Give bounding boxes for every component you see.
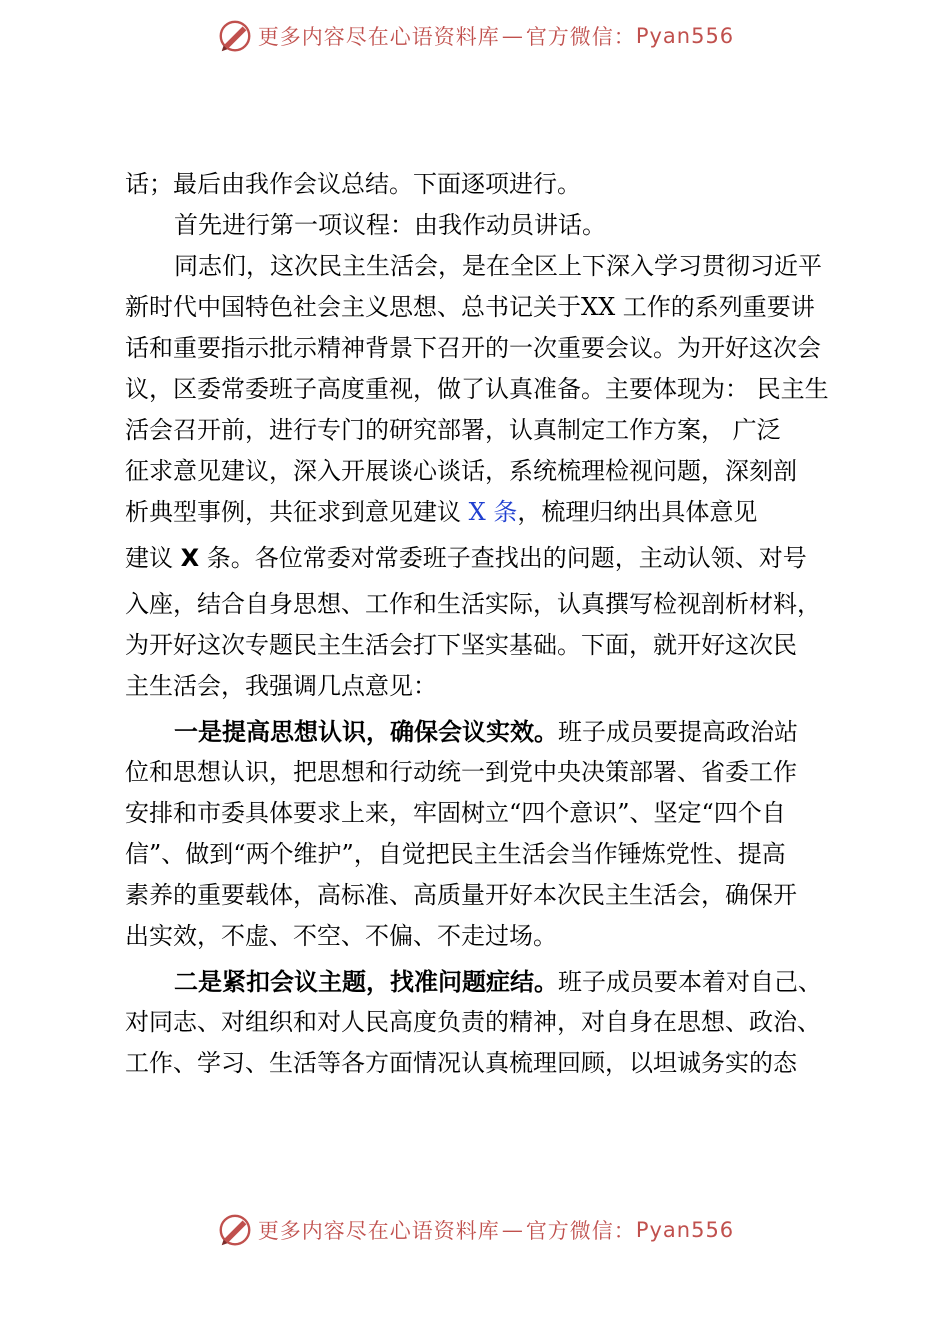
text-line: 为开好这次专题民主生活会打下坚实基础。下面，就开好这次民 [125,631,797,659]
text-line: 首先进行第一项议程：由我作动员讲话。 [174,211,606,239]
pen-logo-icon [216,1211,254,1249]
text-segment: ，梳理归纳出具体意见 [517,498,758,526]
wechat-id: Pyan556 [635,1218,735,1242]
text-line: 信”、做到“两个维护”，自觉把民主生活会当作锤炼党性、提高 [125,840,786,868]
document-body [125,164,841,1084]
count-placeholder: X [180,544,200,572]
text-line: 出实效，不虚、不空、不偏、不走过场。 [125,922,557,950]
text-line [125,533,841,584]
text-line: 话；最后由我作会议总结。下面逐项进行。 [125,170,581,198]
text-line: 主生活会，我强调几点意见： [125,672,437,700]
wechat-label: 官方微信： [525,25,636,49]
section-lead: 二是紧扣会议主题，找准问题症结。 [174,967,558,996]
text-line: 活会召开前，进行专门的研究部署，认真制定工作方案， 广泛 [125,416,781,444]
text-line [125,961,841,1002]
text-line: 话和重要指示批示精神背景下召开的一次重要会议。为开好这次会 [125,334,821,362]
watermark-text: 更多内容尽在心语资料库 [257,1219,500,1243]
watermark-text: 更多内容尽在心语资料库 [257,25,500,49]
text-line: 新时代中国特色社会主义思想、总书记关于XX 工作的系列重要讲 [125,293,815,321]
text-segment: 建议 [125,544,181,572]
text-line: 征求意见建议，深入开展谈心谈话，系统梳理检视问题，深刻剖 [125,457,797,485]
text-line: 安排和市委具体要求上来，牢固树立“四个意识”、坚定“四个自 [125,799,786,827]
text-line [125,492,841,533]
text-segment: 条。各位常委对常委班子查找出的问题，主动认领、对号 [199,544,807,572]
wechat-id: Pyan556 [635,24,735,48]
pen-logo-icon [216,17,254,55]
text-segment: 班子成员要本着对自己、 [558,968,822,996]
text-segment: 班子成员要提高政治站 [558,718,798,746]
text-line: 素养的重要载体，高标准、高质量开好本次民主生活会，确保开 [125,881,797,909]
text-line: 议，区委常委班子高度重视，做了认真准备。主要体现为： 民主生 [125,375,829,403]
wechat-label: 官方微信： [525,1219,636,1243]
text-line: 位和思想认识，把思想和行动统一到党中央决策部署、省委工作 [125,758,797,786]
text-line: 入座，结合自身思想、工作和生活实际，认真撰写检视剖析材料， [125,590,821,618]
text-line: 工作、学习、生活等各方面情况认真梳理回顾，以坦诚务实的态 [125,1049,797,1077]
watermark-dash: — [501,24,524,48]
section-lead: 一是提高思想认识，确保会议实效。 [174,717,558,746]
text-line [125,711,841,752]
count-placeholder: X 条 [468,498,518,526]
watermark-banner-bottom [0,1210,950,1250]
text-line: 同志们，这次民主生活会，是在全区上下深入学习贯彻习近平 [174,252,822,280]
text-line: 对同志、对组织和对人民高度负责的精神，对自身在思想、政治、 [125,1008,821,1036]
watermark-dash: — [501,1218,524,1242]
watermark-banner-top [0,16,950,56]
text-segment: 析典型事例，共征求到意见建议 [125,498,469,526]
